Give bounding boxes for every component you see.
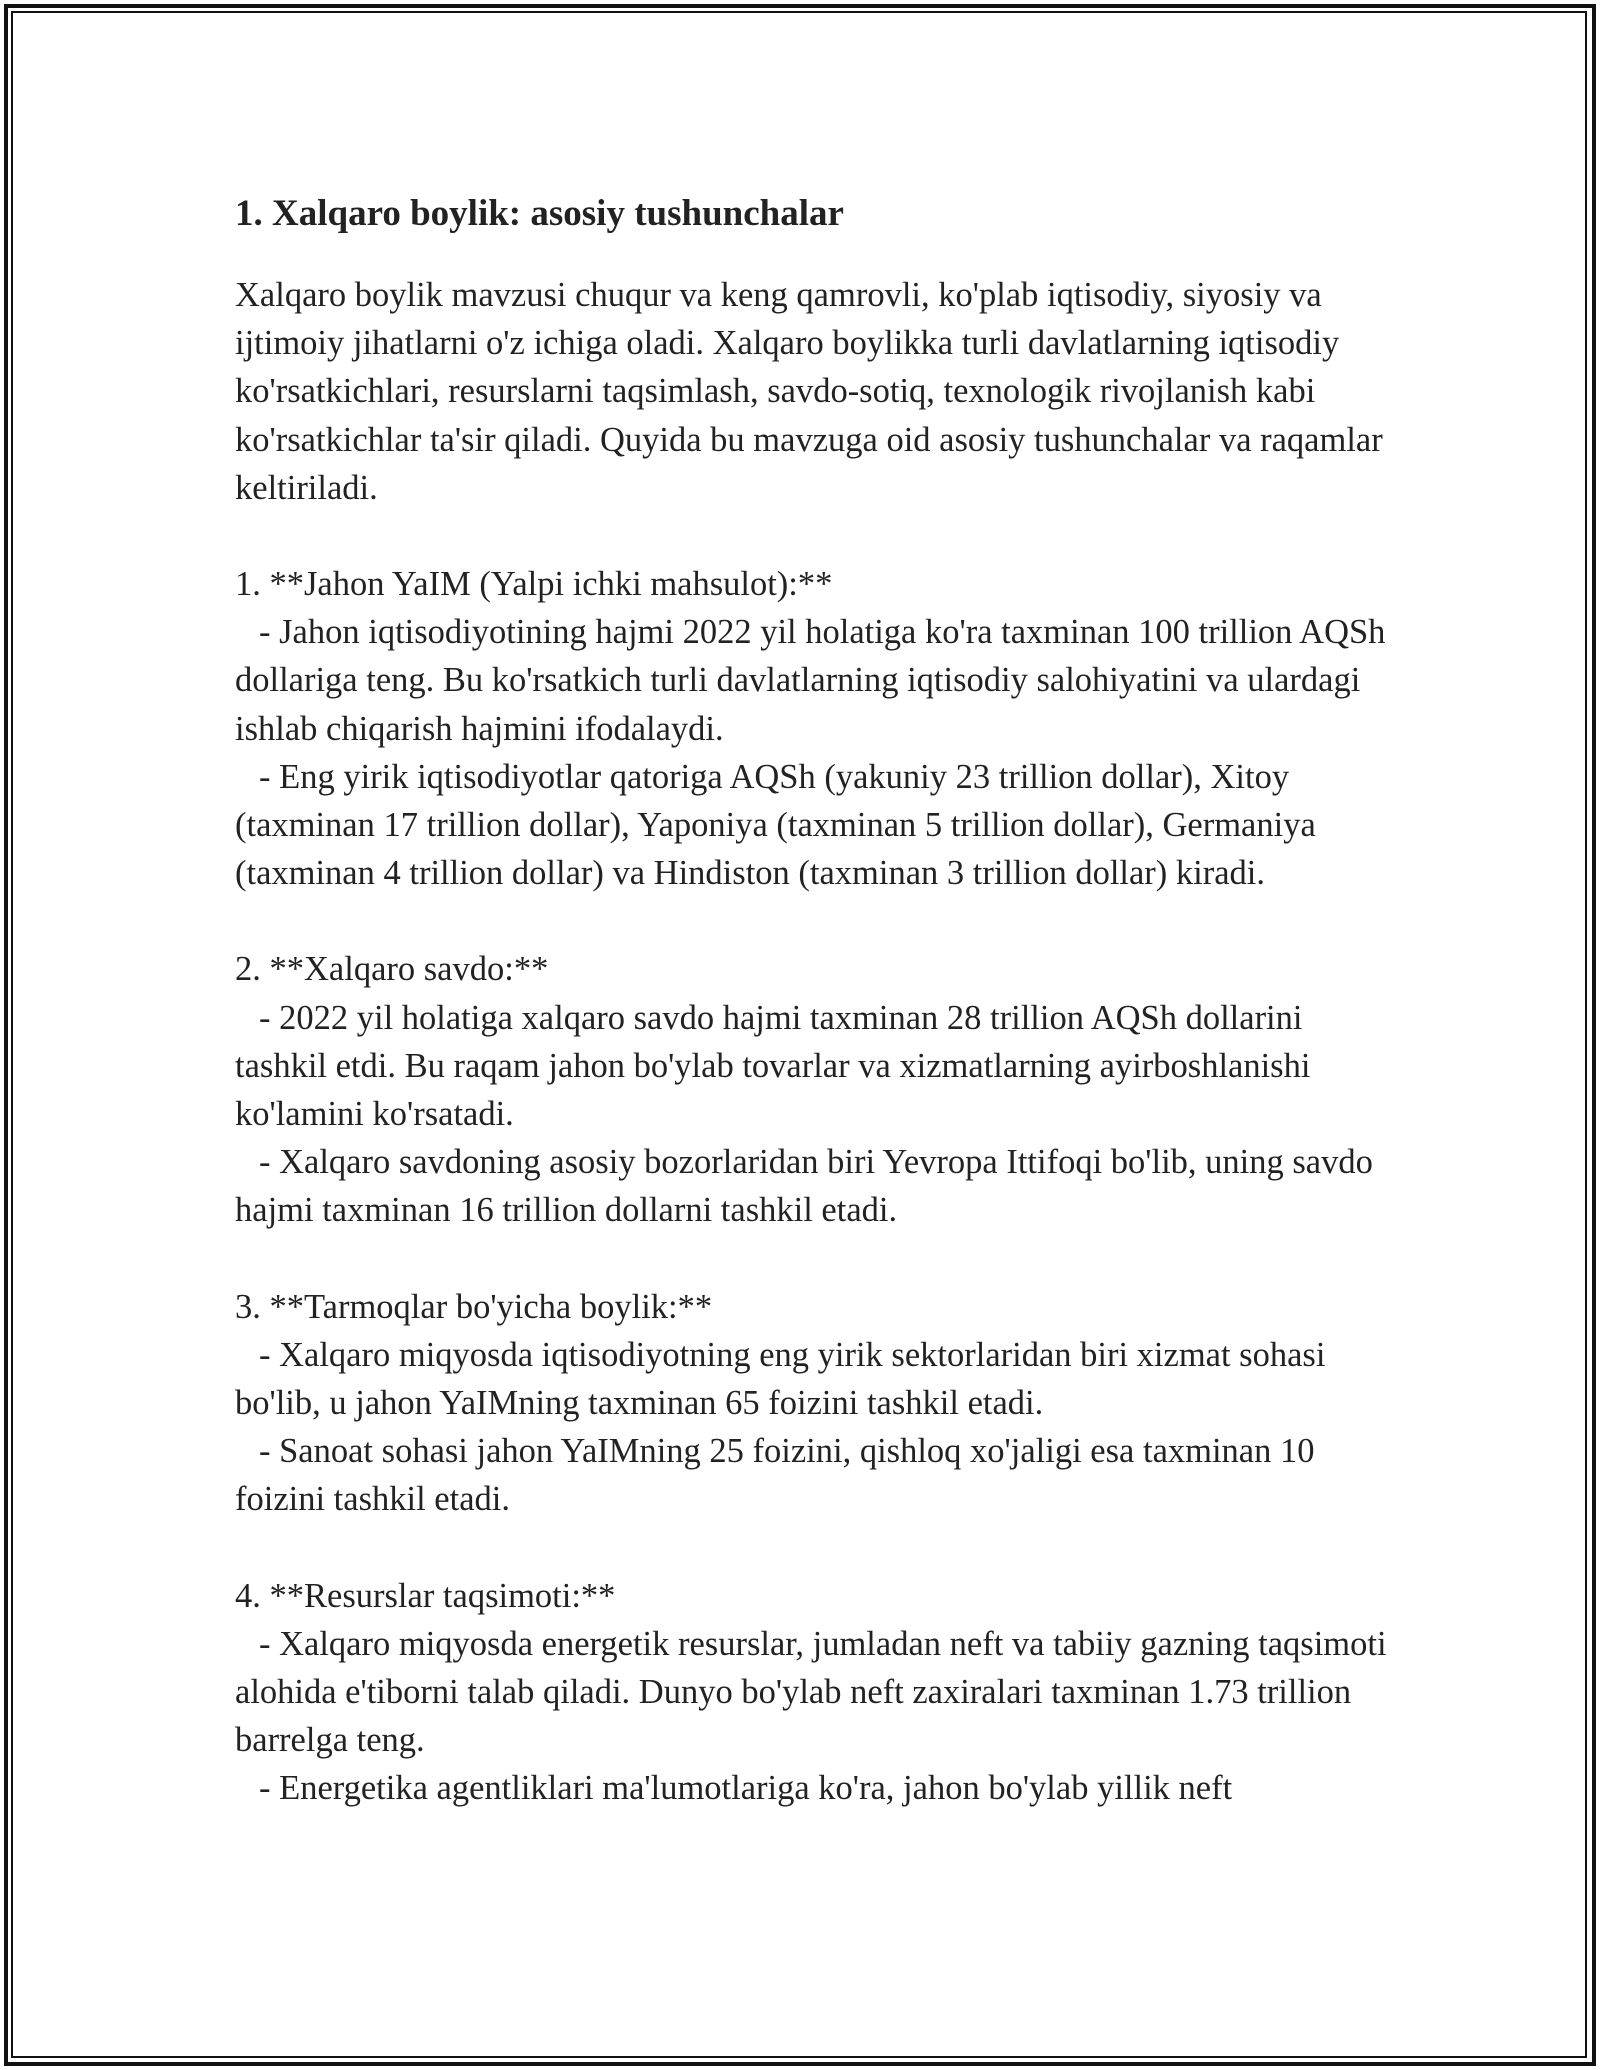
- document-heading: 1. Xalqaro boylik: asosiy tushunchalar: [235, 193, 844, 234]
- intro-paragraph: Xalqaro boylik mavzusi chuqur va keng qamrovli, ko'plab iqtisodiy, siyosiy va ijtimoiy jihatlarni o'z ichiga oladi. Xalqaro boylikka turli davlatlarning iqtisodiy ko'rsatkichlari, resurslarni taqsimlash, savdo-sotiq, texnologik rivojlanish kabi ko'rsatkichlar ta'sir qiladi. Quyida bu mavzuga oid asosiy tushunchalar va raqamlar keltiriladi.: [235, 276, 1383, 507]
- document-body: [235, 185, 1395, 1861]
- bullet-item: - Xalqaro savdoning asosiy bozorlaridan biri Yevropa Ittifoqi bo'lib, uning savdo hajmi taxminan 16 trillion dollarni tashkil etadi.: [235, 1143, 1373, 1230]
- bullet-item: - 2022 yil holatiga xalqaro savdo hajmi taxminan 28 trillion AQSh dollarini tashkil etdi. Bu raqam jahon bo'ylab tovarlar va xizmatlarning ayirboshlanishi ko'lamini ko'rsatadi.: [235, 998, 1311, 1134]
- bullet-item: - Sanoat sohasi jahon YaIMning 25 foizini, qishloq xo'jaligi esa taxminan 10 foizini tashkil etadi.: [235, 1432, 1315, 1519]
- bullet-item: - Energetika agentliklari ma'lumotlariga ko'ra, jahon bo'ylab yillik neft: [259, 1769, 1233, 1808]
- bullet-item: - Jahon iqtisodiyotining hajmi 2022 yil holatiga ko'ra taxminan 100 trillion AQSh dollariga teng. Bu ko'rsatkich turli davlatlarning iqtisodiy salohiyatini va ulardagi ishlab chiqarish hajmini ifodalaydi.: [235, 613, 1386, 748]
- section-wealth-by-sector: [235, 1283, 1395, 1524]
- section-international-trade: [235, 945, 1395, 1234]
- section-title: 4. **Resurslar taqsimoti:**: [235, 1576, 616, 1615]
- bullet-item: - Eng yirik iqtisodiyotlar qatoriga AQSh (yakuniy 23 trillion dollar), Xitoy (taxminan 17 trillion dollar), Yaponiya (taxminan 5 trillion dollar), Germaniya (taxminan 4 trillion dollar) va Hindiston (taxminan 3 trillion dollar) kiradi.: [235, 757, 1316, 893]
- bullet-item: - Xalqaro miqyosda energetik resurslar, jumladan neft va tabiiy gazning taqsimoti alohida e'tiborni talab qiladi. Dunyo bo'ylab neft zaxiralari taxminan 1.73 trillion barrelga teng.: [235, 1624, 1387, 1760]
- section-resource-distribution: [235, 1572, 1395, 1813]
- bullet-item: - Xalqaro miqyosda iqtisodiyotning eng yirik sektorlaridan biri xizmat sohasi bo'lib, u jahon YaIMning taxminan 65 foizini tashkil etadi.: [235, 1335, 1326, 1423]
- section-title: 1. **Jahon YaIM (Yalpi ichki mahsulot):**: [235, 565, 833, 604]
- section-world-gdp: [235, 560, 1395, 897]
- section-title: 3. **Tarmoqlar bo'yicha boylik:**: [235, 1287, 713, 1326]
- section-title: 2. **Xalqaro savdo:**: [235, 950, 549, 989]
